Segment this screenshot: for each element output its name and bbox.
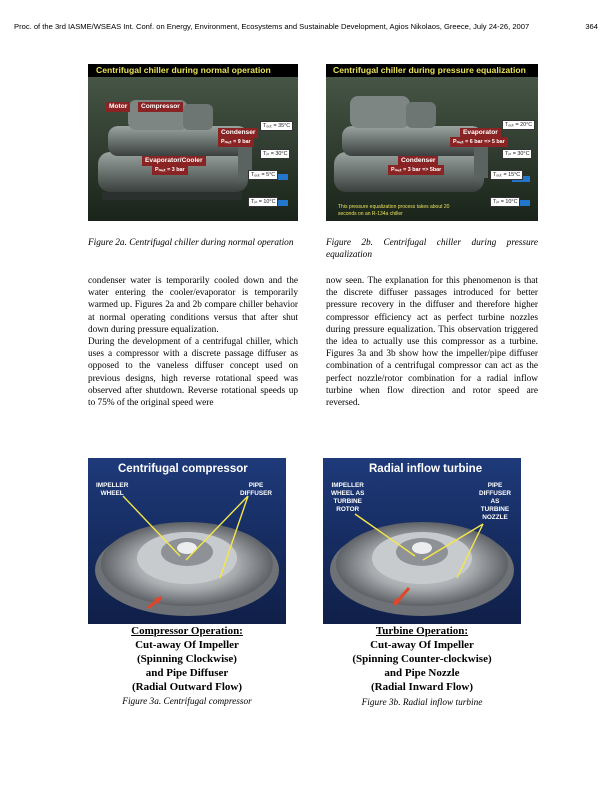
figure-3a-caption: Figure 3a. Centrifugal compressor bbox=[122, 697, 252, 707]
paragraph: During the development of a centrifugal chiller, which uses a compressor with a discrete passage diffuser as opposed to the vaneless diffuser concept used on previous designs, high reverse rotational speed was observed after shutdown. Reverse rotational speeds up to 75% of the original speed were bbox=[88, 337, 298, 409]
operation-line: and Pipe Diffuser bbox=[145, 667, 229, 679]
operation-line: (Spinning Clockwise) bbox=[137, 653, 237, 665]
figure-2b-title: Centrifugal chiller during pressure equalization bbox=[333, 65, 526, 75]
compressor-operation-text bbox=[88, 624, 286, 694]
figure-3b-title: Radial inflow turbine bbox=[369, 463, 483, 475]
temp-in-condenser: Tᵢₙ = 30°C bbox=[260, 149, 290, 159]
pressure-equalization-note: This pressure equalization process takes about 20 seconds on an R-134a chiller bbox=[338, 204, 450, 217]
turbine-rotor-label: IMPELLER WHEEL AS TURBINE ROTOR bbox=[331, 482, 365, 513]
turbine-operation-text bbox=[323, 624, 521, 694]
figure-2b-caption: Figure 2b. Centrifugal chiller during pressure equalization bbox=[326, 238, 538, 260]
compressor-label: Compressor bbox=[138, 102, 183, 112]
condenser-pressure: Pₘₑₜ = 9 bar bbox=[218, 137, 254, 147]
figure-2b bbox=[326, 64, 538, 221]
motor-label: Motor bbox=[106, 102, 130, 112]
evaporator-pressure: Pₘₑₜ = 3 bar bbox=[152, 165, 188, 175]
right-column bbox=[326, 275, 538, 409]
condenser-label: Condenser bbox=[398, 156, 438, 166]
operation-line: (Radial Outward Flow) bbox=[132, 681, 242, 693]
page-number: 364 bbox=[585, 22, 598, 31]
evaporator-label: Evaporator bbox=[460, 128, 501, 138]
operation-line: Cut-away Of Impeller bbox=[370, 639, 474, 651]
turbine-nozzle-label: PIPE DIFFUSER AS TURBINE NOZZLE bbox=[479, 482, 511, 521]
condenser-label: Condenser bbox=[218, 128, 258, 138]
figure-3b bbox=[323, 458, 521, 624]
operation-line: (Radial Inward Flow) bbox=[370, 681, 474, 693]
figure-3a-title: Centrifugal compressor bbox=[118, 463, 248, 475]
temp-out-condenser: Tₒᵤₜ = 15°C bbox=[490, 170, 523, 180]
temp-in-evaporator: Tᵢₙ = 10°C bbox=[248, 197, 278, 207]
operation-line: (Spinning Counter-clockwise) bbox=[352, 653, 492, 665]
turbine-operation-title: Turbine Operation: bbox=[375, 625, 469, 637]
figure-2a bbox=[88, 64, 298, 221]
figure-3b-caption: Figure 3b. Radial inflow turbine bbox=[361, 698, 483, 708]
operation-line: and Pipe Nozzle bbox=[384, 667, 460, 679]
operation-line: Cut-away Of Impeller bbox=[135, 639, 239, 651]
paragraph: now seen. The explanation for this phenomenon is that the discrete diffuser passages introduced for better pressure recovery in the diffuser and therefore higher compressor efficiency act as perfect turbine nozzles during pressure equalization. This observation triggered the idea to actually use this compressor as a turbine. Figures 3a and 3b show how the impeller/pipe diffuser combination of a centrifugal compressor can act as the perfect nozzle/rotor combination for a radial inflow turbine when flow direction and rotor speed are reversed. bbox=[326, 276, 538, 409]
condenser-pressure: Pₘₑₜ = 3 bar => 5bar bbox=[388, 165, 444, 175]
figure-3a bbox=[88, 458, 286, 624]
header-text: Proc. of the 3rd IASME/WSEAS Int. Conf. on Energy, Environment, Ecosystems and Sustainable Development, Agios Nikolaos, Greece, July 24-26, 2007 bbox=[14, 22, 530, 31]
pipe-diffuser-label: PIPE DIFFUSER bbox=[240, 482, 272, 497]
temp-out-condenser: Tₒᵤₜ = 35°C bbox=[260, 121, 293, 131]
running-header bbox=[14, 22, 598, 31]
temp-in-evaporator: Tᵢₙ = 30°C bbox=[502, 149, 532, 159]
impeller-wheel-label: IMPELLER WHEEL bbox=[96, 482, 129, 497]
figure-2a-caption: Figure 2a. Centrifugal chiller during normal operation bbox=[88, 238, 294, 248]
figure-2a-title: Centrifugal chiller during normal operation bbox=[96, 65, 271, 75]
temp-out-evaporator: Tₒᵤₜ = 20°C bbox=[502, 120, 535, 130]
compressor-operation-title: Compressor Operation: bbox=[131, 625, 243, 637]
left-column bbox=[88, 275, 298, 409]
evaporator-pressure: Pₘₑₜ = 6 bar => 5 bar bbox=[450, 137, 508, 147]
paragraph: condenser water is temporarily cooled down and the water entering the cooler/evaporator is temporarily warmed up. Figures 2a and 2b compare chiller behavior at normal operating conditions versus that after shut down during pressure equalization. bbox=[88, 276, 298, 335]
temp-out-evaporator: Tₒᵤₜ = 5°C bbox=[248, 170, 278, 180]
evaporator-label: Evaporator/Cooler bbox=[142, 156, 206, 166]
temp-in-condenser: Tᵢₙ = 10°C bbox=[490, 197, 520, 207]
